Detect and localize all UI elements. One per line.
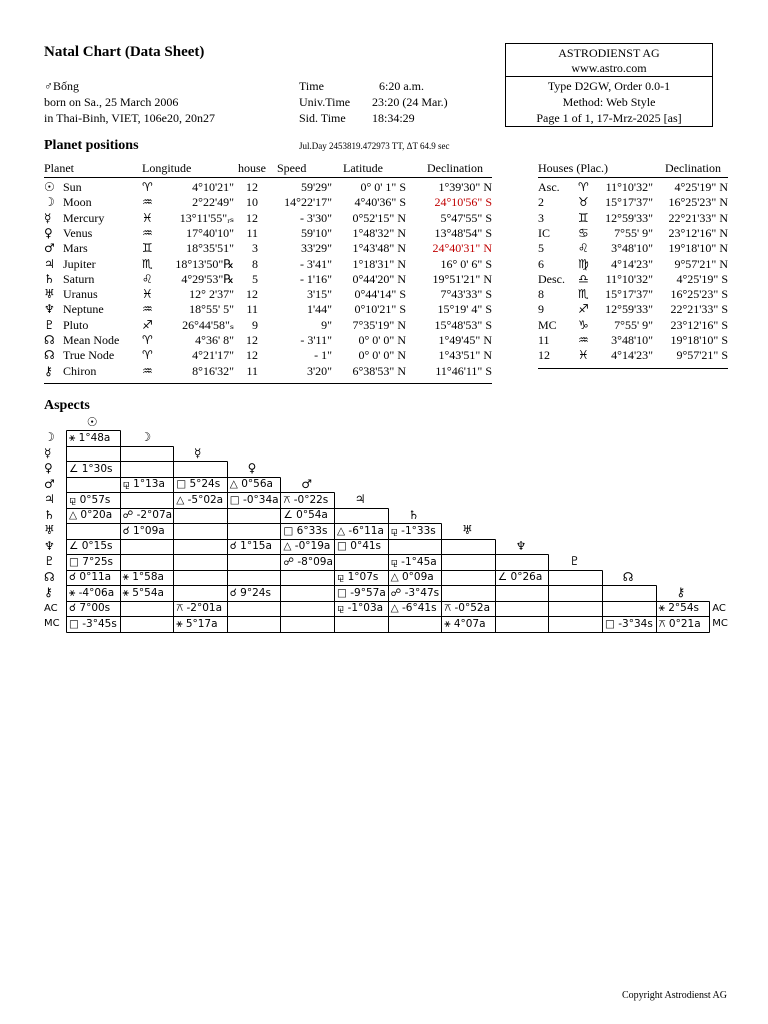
planet-name: Sun [63, 180, 82, 194]
planet-latitude: 6°38'53" N [352, 363, 406, 378]
planet-longitude: 12° 2'37" [189, 287, 234, 302]
aspect-cell: △ 0°56a [229, 478, 273, 490]
house-declination: 22°21'33" S [670, 302, 728, 317]
aspect-right-label: AC [712, 602, 726, 614]
zodiac-sign-icon: ♒ [578, 333, 589, 347]
zodiac-sign-icon: ♊ [142, 241, 153, 256]
time-value: 6:20 a.m. [379, 79, 424, 93]
house-position: 3°48'10" [611, 241, 653, 256]
birth-place: in Thai-Binh, VIET, 106e20, 20n27 [44, 111, 215, 125]
zodiac-sign-icon: ♈ [142, 333, 153, 347]
zodiac-sign-icon: ♋ [578, 225, 589, 240]
house-position: 4°14'23" [611, 348, 653, 363]
aspect-cell: ⚼ -1°03a [337, 602, 384, 614]
planet-longitude: 13°11'55"ᵣₛ [179, 210, 234, 225]
copyright: Copyright Astrodienst AG [622, 990, 728, 1001]
planet-latitude: 0°44'20" N [352, 271, 406, 286]
planet-glyph-icon: ♄ [44, 271, 55, 286]
planet-speed: 3'15" [306, 287, 332, 302]
house-name: 2 [538, 195, 544, 210]
house-position: 11°10'32" [605, 271, 653, 286]
house-declination: 19°18'10" S [670, 333, 728, 347]
house-name: 8 [538, 287, 544, 302]
planet-name: Uranus [63, 287, 98, 302]
aspect-row-glyph-icon: ♄ [44, 507, 55, 522]
aspect-cell: ⚼ -1°45a [390, 555, 437, 568]
aspect-row-glyph-icon: MC [44, 618, 60, 629]
planet-glyph-icon: ☽ [44, 195, 55, 210]
planet-speed: 59'10" [300, 225, 332, 240]
person-name: ♂Bống [44, 79, 80, 93]
planet-house: 11 [246, 302, 258, 317]
zodiac-sign-icon: ♌ [142, 271, 153, 286]
col-header-speed: Speed [277, 161, 307, 175]
planet-longitude: 18°35'51" [186, 241, 234, 256]
planet-latitude: 0° 0' 0" N [358, 348, 406, 363]
aspect-row-glyph-icon: ☊ [44, 569, 55, 584]
planet-speed: - 3'30" [299, 210, 332, 225]
house-name: 5 [538, 241, 544, 256]
planet-declination: 7°43'33" S [440, 287, 492, 302]
aspect-col-glyph-icon: ♂ [301, 476, 312, 491]
house-position: 4°14'23" [611, 256, 653, 271]
zodiac-sign-icon: ♐ [142, 317, 153, 332]
aspect-cell: ⚹ 1°58a [122, 571, 164, 583]
planet-speed: - 1" [314, 348, 332, 363]
aspect-cell: ⚹ 2°54s [658, 602, 699, 614]
ut-label: Univ.Time [299, 95, 351, 109]
planet-latitude: 1°18'31" N [352, 256, 406, 271]
planet-speed: 33'29" [300, 241, 332, 256]
aspect-cell: ⚻ -2°01a [176, 602, 223, 614]
house-name: MC [538, 317, 557, 332]
planet-name: Pluto [63, 317, 89, 332]
house-declination: 23°12'16" N [668, 225, 728, 240]
planet-declination: 15°19' 4" S [437, 302, 492, 317]
aspect-row-glyph-icon: AC [44, 602, 58, 614]
planet-glyph-icon: ♅ [44, 287, 55, 302]
col-header-latitude: Latitude [343, 161, 383, 175]
zodiac-sign-icon: ♓ [142, 287, 153, 302]
planet-latitude: 1°43'48" N [352, 241, 406, 256]
planet-speed: 9" [321, 317, 332, 332]
planet-glyph-icon: ♃ [44, 256, 55, 271]
planet-glyph-icon: ♆ [44, 302, 55, 317]
planet-longitude: 18°55' 5" [189, 302, 234, 317]
houses-title: Houses (Plac.) [538, 161, 608, 175]
planet-house: 11 [246, 363, 258, 378]
zodiac-sign-icon: ♏ [578, 287, 589, 302]
planet-declination: 15°48'53" S [434, 317, 492, 332]
aspect-cell: □ -3°34s [605, 617, 653, 630]
planet-declination: 16° 0' 6" S [440, 256, 492, 271]
planet-latitude: 0°44'14" S [354, 287, 406, 302]
aspect-cell: ⚻ -0°22s [283, 493, 329, 506]
aspect-col-glyph-icon: ♆ [515, 538, 527, 553]
planet-glyph-icon: ♂ [44, 241, 55, 256]
aspect-col-glyph-icon: ♇ [569, 554, 580, 568]
planet-positions-title: Planet positions [44, 138, 139, 153]
aspect-cell: △ -6°11a [337, 524, 384, 537]
col-header-house: house [238, 161, 266, 175]
house-name: 9 [538, 302, 544, 317]
house-name: IC [538, 225, 550, 240]
birth-date: born on Sa., 25 March 2006 [44, 95, 179, 109]
aspect-cell: ☍ -3°47s [390, 586, 440, 599]
planet-house: 5 [252, 271, 258, 286]
house-position: 15°17'37" [605, 287, 653, 302]
aspect-col-glyph-icon: ♃ [354, 492, 366, 506]
planet-latitude: 7°35'19" N [352, 317, 406, 332]
house-declination: 16°25'23" N [668, 195, 728, 210]
aspect-row-glyph-icon: ♃ [44, 492, 55, 506]
aspect-cell: ⚹ 1°48a [69, 431, 111, 444]
aspect-cell: ⚼ 1°07s [337, 571, 379, 583]
planet-declination: 1°39'30" N [438, 180, 492, 194]
house-declination: 22°21'33" N [668, 210, 728, 225]
aspect-row-glyph-icon: ☽ [44, 430, 55, 444]
aspect-col-glyph-icon: ☊ [622, 569, 634, 584]
aspect-cell: ☌ 0°11a [69, 571, 112, 583]
ut-value: 23:20 (24 Mar.) [372, 95, 448, 109]
planet-latitude: 0° 0' 1" S [360, 180, 406, 194]
planet-latitude: 0° 0' 0" N [358, 333, 406, 347]
house-declination: 9°57'21" S [676, 348, 728, 363]
aspect-col-glyph-icon: ☿ [194, 445, 202, 460]
zodiac-sign-icon: ♒ [142, 195, 153, 210]
house-position: 7°55' 9" [614, 317, 653, 332]
zodiac-sign-icon: ♈ [142, 180, 153, 194]
zodiac-sign-icon: ♌ [578, 241, 589, 256]
planet-longitude: 8°16'32" [192, 363, 234, 378]
planet-declination: 1°43'51" N [438, 348, 492, 363]
aspect-cell: ☌ 7°00s [69, 602, 111, 614]
planet-declination: 13°48'54" S [434, 225, 492, 240]
aspect-cell: ☍ -2°07a [122, 509, 173, 521]
zodiac-sign-icon: ♍ [578, 256, 589, 271]
planet-longitude: 18°13'50"℞ [175, 256, 234, 271]
time-label: Time [299, 79, 324, 93]
aspect-cell: □ -0°34a [229, 493, 279, 506]
house-position: 11°10'32" [605, 180, 653, 194]
aspect-cell: ☌ 1°09a [122, 524, 165, 537]
aspect-row-glyph-icon: ☿ [44, 445, 52, 460]
planet-speed: - 3'11" [300, 333, 332, 347]
planet-speed: 59'29" [300, 180, 332, 194]
planet-name: Neptune [63, 302, 104, 317]
col-header-longitude: Longitude [142, 161, 192, 175]
houses-declination-header: Declination [665, 161, 721, 175]
aspect-cell: ∠ 0°26a [497, 571, 543, 583]
planet-speed: - 1'16" [299, 271, 332, 286]
planet-glyph-icon: ☊ [44, 333, 55, 347]
planet-longitude: 4°10'21" [192, 180, 234, 194]
aspect-cell: ∠ 0°15s [69, 540, 113, 552]
planet-name: Venus [63, 225, 93, 240]
planet-name: Mercury [63, 210, 105, 225]
chart-method: Method: Web Style [562, 95, 656, 109]
aspect-cell: □ 6°33s [283, 524, 328, 537]
aspect-cell: ⚼ -1°33s [390, 524, 436, 537]
house-declination: 9°57'21" N [674, 256, 728, 271]
aspect-cell: □ 7°25s [69, 555, 114, 568]
page-title: Natal Chart (Data Sheet) [44, 44, 205, 60]
house-declination: 23°12'16" S [670, 317, 728, 332]
planet-latitude: 4°40'36" S [354, 195, 406, 210]
planet-house: 12 [246, 180, 258, 194]
aspect-row-glyph-icon: ⚷ [44, 585, 53, 599]
zodiac-sign-icon: ♈ [578, 180, 589, 194]
planet-longitude: 26°44'58"ₛ [182, 317, 234, 332]
house-position: 12°59'33" [605, 302, 653, 317]
zodiac-sign-icon: ♏ [142, 256, 153, 271]
planet-glyph-icon: ☊ [44, 348, 55, 363]
aspect-row-glyph-icon: ♂ [44, 476, 55, 491]
aspect-cell: ⚼ 0°57s [69, 493, 111, 506]
zodiac-sign-icon: ♒ [142, 302, 153, 317]
zodiac-sign-icon: ♉ [578, 195, 589, 210]
aspect-row-glyph-icon: ♅ [44, 523, 55, 537]
aspect-cell: ⚻ -0°52a [444, 602, 491, 614]
planet-longitude: 17°40'10" [186, 225, 234, 240]
planet-declination: 24°40'31" N [432, 241, 492, 256]
planet-speed: 14°22'17" [284, 195, 332, 210]
aspect-cell: ∠ 0°54a [283, 509, 328, 521]
planet-longitude: 4°36' 8" [195, 333, 234, 347]
aspect-cell: □ 5°24s [176, 478, 221, 490]
planet-house: 11 [246, 225, 258, 240]
aspect-col-glyph-icon: ☉ [86, 414, 98, 429]
planet-latitude: 0°10'21" S [354, 302, 406, 317]
house-declination: 4°25'19" N [674, 180, 728, 194]
aspect-cell: □ 0°41s [337, 540, 382, 552]
aspect-cell: ⚹ 5°54a [122, 586, 164, 599]
zodiac-sign-icon: ♑ [578, 317, 589, 332]
planet-declination: 1°49'45" N [438, 333, 492, 347]
planet-house: 12 [246, 210, 258, 225]
house-declination: 4°25'19" S [676, 271, 728, 286]
house-position: 3°48'10" [611, 333, 653, 347]
company-name: ASTRODIENST AG [558, 46, 660, 60]
planet-speed: - 3'41" [299, 256, 332, 271]
planet-name: Mean Node [63, 333, 120, 347]
aspect-cell: ⚹ 5°17a [176, 617, 218, 630]
planet-house: 10 [246, 195, 258, 210]
house-declination: 19°18'10" N [668, 241, 728, 256]
aspect-cell: ∠ 1°30s [69, 462, 113, 475]
planet-name: Mars [63, 241, 88, 256]
aspect-cell: △ -6°41s [390, 602, 437, 614]
aspect-cell: ☌ 9°24s [229, 586, 271, 599]
aspect-cell: ☌ 1°15a [229, 540, 272, 552]
aspect-cell: △ 0°09a [390, 571, 434, 583]
planet-speed: 1'44" [306, 302, 332, 317]
planet-house: 12 [246, 333, 258, 347]
sid-value: 18:34:29 [372, 111, 415, 125]
aspect-col-glyph-icon: ⚷ [676, 585, 686, 599]
col-header-declination: Declination [427, 161, 483, 175]
aspect-cell: △ -5°02a [176, 493, 224, 506]
col-header-planet: Planet [44, 161, 74, 175]
planet-glyph-icon: ♇ [44, 317, 55, 332]
planet-glyph-icon: ⚷ [44, 363, 53, 378]
aspect-row-glyph-icon: ♀ [44, 461, 53, 475]
planet-house: 12 [246, 287, 258, 302]
aspect-cell: ⚼ 1°13a [122, 478, 165, 490]
house-name: 12 [538, 348, 550, 363]
aspect-col-glyph-icon: ☽ [140, 430, 152, 444]
aspect-cell: □ -3°45s [69, 617, 117, 630]
planet-name: Saturn [63, 271, 95, 286]
aspect-cell: ☍ -8°09a [283, 555, 333, 568]
planet-declination: 24°10'56" S [434, 195, 492, 210]
planet-glyph-icon: ☉ [44, 180, 55, 194]
zodiac-sign-icon: ♓ [578, 348, 589, 363]
house-name: 3 [538, 210, 544, 225]
planet-glyph-icon: ☿ [44, 210, 52, 225]
house-declination: 16°25'23" S [670, 287, 728, 302]
aspect-col-glyph-icon: ♅ [462, 523, 473, 537]
page-info: Page 1 of 1, 17-Mrz-2025 [as] [536, 111, 682, 125]
house-position: 7°55' 9" [614, 225, 653, 240]
house-position: 12°59'33" [605, 210, 653, 225]
planet-latitude: 1°48'32" N [352, 225, 406, 240]
aspect-col-glyph-icon: ♄ [408, 507, 420, 522]
house-name: 6 [538, 256, 544, 271]
aspect-cell: □ -9°57a [337, 586, 386, 599]
aspect-cell: ⚻ 0°21a [658, 617, 701, 630]
zodiac-sign-icon: ♒ [142, 225, 153, 240]
planet-longitude: 2°22'49" [192, 195, 234, 210]
aspect-row-glyph-icon: ♆ [44, 538, 55, 553]
planet-longitude: 4°21'17" [192, 348, 234, 363]
planet-house: 3 [252, 241, 258, 256]
planet-glyph-icon: ♀ [44, 225, 53, 240]
house-name: Asc. [538, 180, 560, 194]
house-name: Desc. [538, 271, 565, 286]
zodiac-sign-icon: ♓ [142, 210, 153, 225]
zodiac-sign-icon: ♎ [578, 271, 589, 286]
aspect-right-label: MC [712, 618, 728, 629]
planet-house: 8 [252, 256, 258, 271]
zodiac-sign-icon: ♈ [142, 348, 153, 363]
aspects-title: Aspects [44, 398, 90, 413]
planet-name: Moon [63, 195, 92, 210]
aspect-cell: ⚹ -4°06a [69, 586, 115, 599]
planet-declination: 11°46'11" S [435, 363, 492, 378]
sid-label: Sid. Time [299, 111, 346, 125]
zodiac-sign-icon: ♒ [142, 363, 153, 378]
julian-day: Jul.Day 2453819.472973 TT, ΔT 64.9 sec [299, 141, 450, 151]
planet-name: True Node [63, 348, 115, 363]
planet-name: Chiron [63, 363, 97, 378]
planet-name: Jupiter [63, 256, 96, 271]
zodiac-sign-icon: ♊ [578, 210, 589, 225]
aspect-row-glyph-icon: ♇ [44, 554, 55, 568]
planet-house: 9 [252, 317, 258, 332]
planet-declination: 5°47'55" S [440, 210, 492, 225]
house-name: 11 [538, 333, 550, 347]
house-position: 15°17'37" [605, 195, 653, 210]
planet-declination: 19°51'21" N [432, 271, 492, 286]
aspect-col-glyph-icon: ♀ [247, 461, 257, 475]
aspect-cell: △ 0°20a [69, 509, 113, 521]
planet-latitude: 0°52'15" N [352, 210, 406, 225]
chart-type: Type D2GW, Order 0.0-1 [547, 79, 671, 93]
company-url[interactable]: www.astro.com [571, 61, 647, 75]
aspect-cell: ⚹ 4°07a [444, 617, 486, 630]
aspect-cell: △ -0°19a [283, 540, 331, 552]
zodiac-sign-icon: ♐ [578, 302, 589, 317]
planet-house: 12 [246, 348, 258, 363]
planet-speed: 3'20" [306, 363, 332, 378]
planet-longitude: 4°29'53"℞ [181, 271, 234, 286]
